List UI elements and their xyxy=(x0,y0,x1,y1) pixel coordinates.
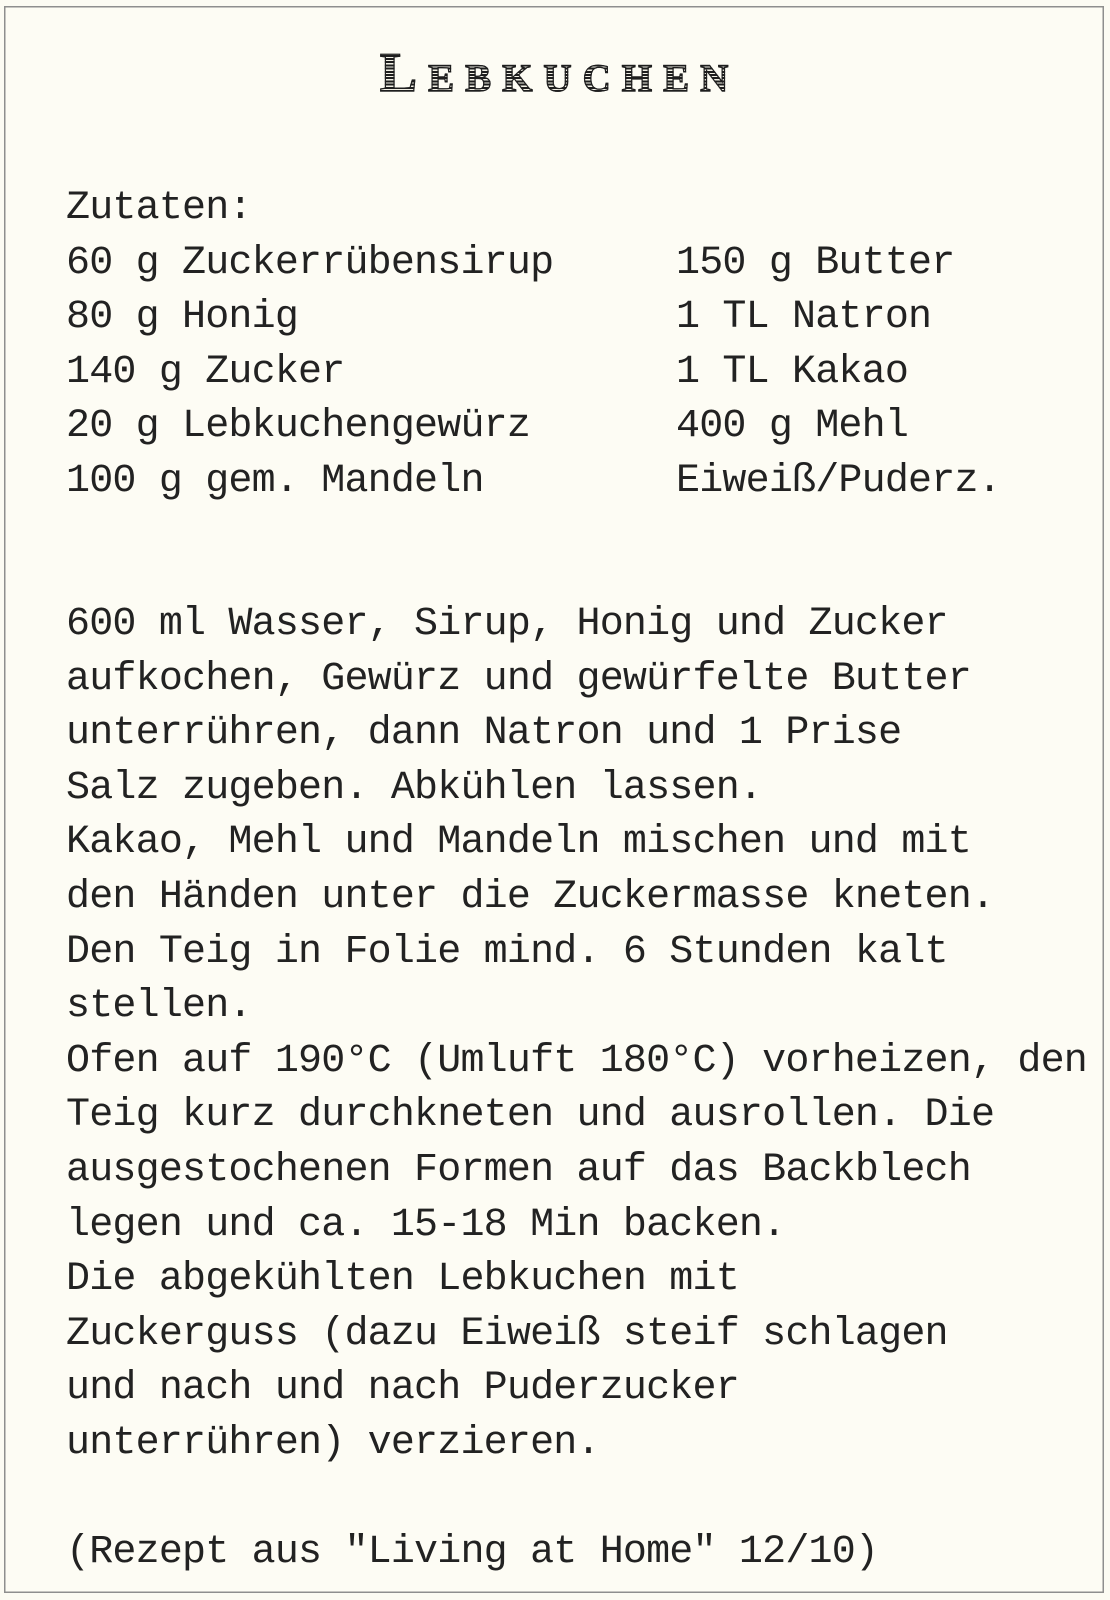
ingredient-item: 20 g Lebkuchengewürz xyxy=(66,404,531,450)
ingredient-item: 60 g Zuckerrübensirup xyxy=(66,240,554,286)
ingredient-item: 140 g Zucker xyxy=(66,349,345,395)
instruction-line: unterrühren) verzieren. xyxy=(66,1420,600,1466)
instruction-line: stellen. xyxy=(66,984,252,1030)
ingredient-item: Eiweiß/Puderz. xyxy=(676,458,1001,504)
instruction-paragraph xyxy=(66,598,1096,816)
instruction-line: 600 ml Wasser, Sirup, Honig und Zucker xyxy=(66,602,948,647)
instruction-line: Kakao, Mehl und Mandeln mischen und mit xyxy=(66,820,971,866)
instruction-line: und nach und nach Puderzucker xyxy=(66,1366,739,1412)
instruction-line: aufkochen, Gewürz und gewürfelte Butter xyxy=(66,656,971,702)
instruction-line: Teig kurz durchkneten und ausrollen. Die xyxy=(66,1093,995,1139)
instruction-line: Die abgekühlten Lebkuchen mit xyxy=(66,1257,739,1303)
ingredient-item: 80 g Honig xyxy=(66,295,299,341)
instructions-section xyxy=(66,598,1096,1472)
instruction-line: den Händen unter die Zuckermasse kneten. xyxy=(66,874,995,920)
ingredient-item: 100 g gem. Mandeln xyxy=(66,458,484,504)
ingredients-column-right xyxy=(676,237,1076,510)
ingredients-heading: Zutaten: xyxy=(66,186,252,231)
ingredient-item: 1 TL Kakao xyxy=(676,349,909,395)
ingredient-item: 1 TL Natron xyxy=(676,295,932,341)
ingredient-item: 150 g Butter xyxy=(676,240,955,286)
recipe-card xyxy=(4,6,1104,1593)
instruction-line: Den Teig in Folie mind. 6 Stunden kalt xyxy=(66,929,948,975)
ingredients-columns xyxy=(66,237,1086,510)
instruction-line: ausgestochenen Formen auf das Backblech xyxy=(66,1147,971,1193)
instruction-line: Ofen auf 190°C (Umluft 180°C) vorheizen, den xyxy=(66,1038,1087,1084)
instruction-line: unterrühren, dann Natron und 1 Prise xyxy=(66,711,902,757)
instruction-line: legen und ca. 15-18 Min backen. xyxy=(66,1202,786,1248)
ingredients-section xyxy=(66,182,1086,510)
recipe-source: (Rezept aus "Living at Home" 12/10) xyxy=(66,1530,879,1575)
instruction-paragraph xyxy=(66,816,1096,1034)
ingredient-item: 400 g Mehl xyxy=(676,404,909,450)
instruction-paragraph xyxy=(66,1253,1096,1471)
instruction-line: Zuckerguss (dazu Eiweiß steif schlagen xyxy=(66,1311,948,1357)
instruction-line: Salz zugeben. Abkühlen lassen. xyxy=(66,765,763,811)
ingredients-column-left xyxy=(66,237,676,510)
recipe-title xyxy=(4,40,1104,106)
recipe-title-text: Lebkuchen xyxy=(379,42,740,104)
instruction-paragraph xyxy=(66,1035,1096,1253)
